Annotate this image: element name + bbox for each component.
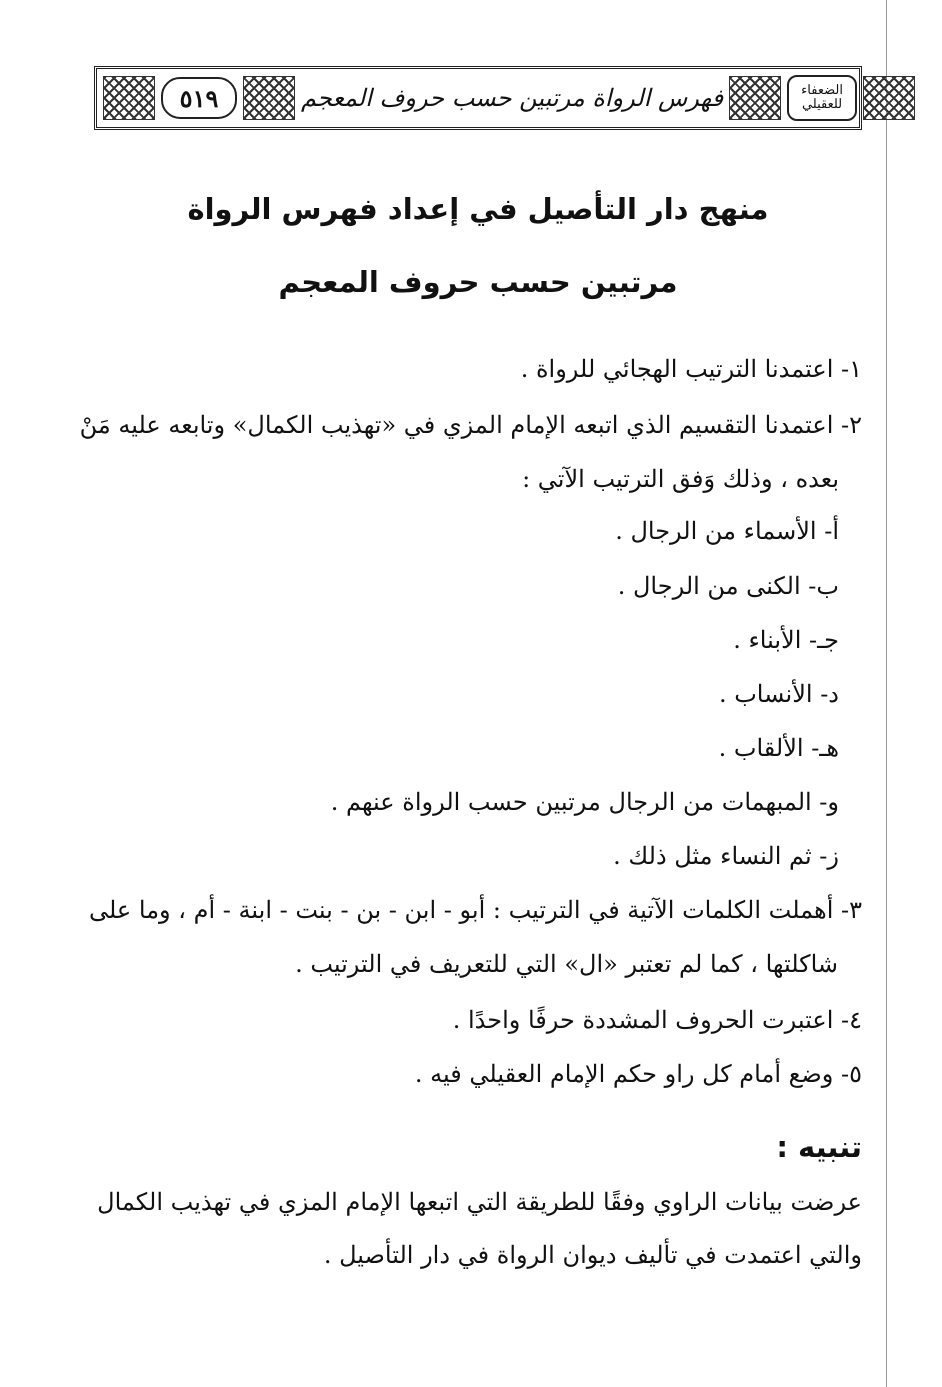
header-left-group: [97, 76, 301, 120]
list-item: أ- الأسماء من الرجال .: [615, 517, 839, 545]
ornament-pattern-right-inner: [729, 76, 781, 120]
rule-1: ١- اعتمدنا الترتيب الهجائي للرواة .: [520, 355, 862, 383]
list-item: جـ- الأبناء .: [733, 626, 839, 654]
page-header: [94, 66, 862, 130]
rule-5: ٥- وضع أمام كل راو حكم الإمام العقيلي فيه .: [414, 1060, 862, 1088]
rule-3-line-1: ٣- أهملت الكلمات الآتية في الترتيب : أبو - ابن - بن - بنت - ابنة - أم ، وما على: [88, 896, 862, 924]
page-title: منهج دار التأصيل في إعداد فهرس الرواة: [187, 192, 769, 226]
page-subtitle: مرتبين حسب حروف المعجم: [278, 265, 678, 299]
rule-2-line-2: بعده ، وذلك وَفق الترتيب الآتي :: [522, 465, 839, 493]
page-edge: [886, 0, 887, 1387]
note-line-2: والتي اعتمدت في تأليف ديوان الرواة في دار التأصيل .: [323, 1241, 862, 1269]
note-heading: تنبيه :: [776, 1130, 862, 1164]
list-item: و- المبهمات من الرجال مرتبين حسب الرواة عنهم .: [330, 788, 839, 816]
rule-4: ٤- اعتبرت الحروف المشددة حرفًا واحدًا .: [452, 1006, 862, 1034]
header-right-group: [723, 75, 921, 121]
list-item: ب- الكنى من الرجال .: [617, 572, 839, 600]
note-line-1: عرضت بيانات الراوي وفقًا للطريقة التي اتبعها الإمام المزي في تهذيب الكمال: [97, 1188, 862, 1216]
ornament-pattern-left-inner: [243, 76, 295, 120]
book-seal: الضعفاء للعقيلي: [787, 75, 857, 121]
ornament-pattern-left: [103, 76, 155, 120]
rule-2-line-1: ٢- اعتمدنا التقسيم الذي اتبعه الإمام المزي في «تهذيب الكمال» وتابعه عليه مَنْ: [79, 411, 862, 439]
page-number: ٥١٩: [161, 77, 237, 119]
ornament-pattern-right: [863, 76, 915, 120]
list-item: ز- ثم النساء مثل ذلك .: [613, 842, 839, 870]
list-item: د- الأنساب .: [718, 680, 839, 708]
rule-3-line-2: شاكلتها ، كما لم تعتبر «ال» التي للتعريف في الترتيب .: [295, 950, 838, 978]
running-title: فهرس الرواة مرتبين حسب حروف المعجم: [301, 84, 724, 112]
list-item: هـ- الألقاب .: [718, 734, 839, 762]
